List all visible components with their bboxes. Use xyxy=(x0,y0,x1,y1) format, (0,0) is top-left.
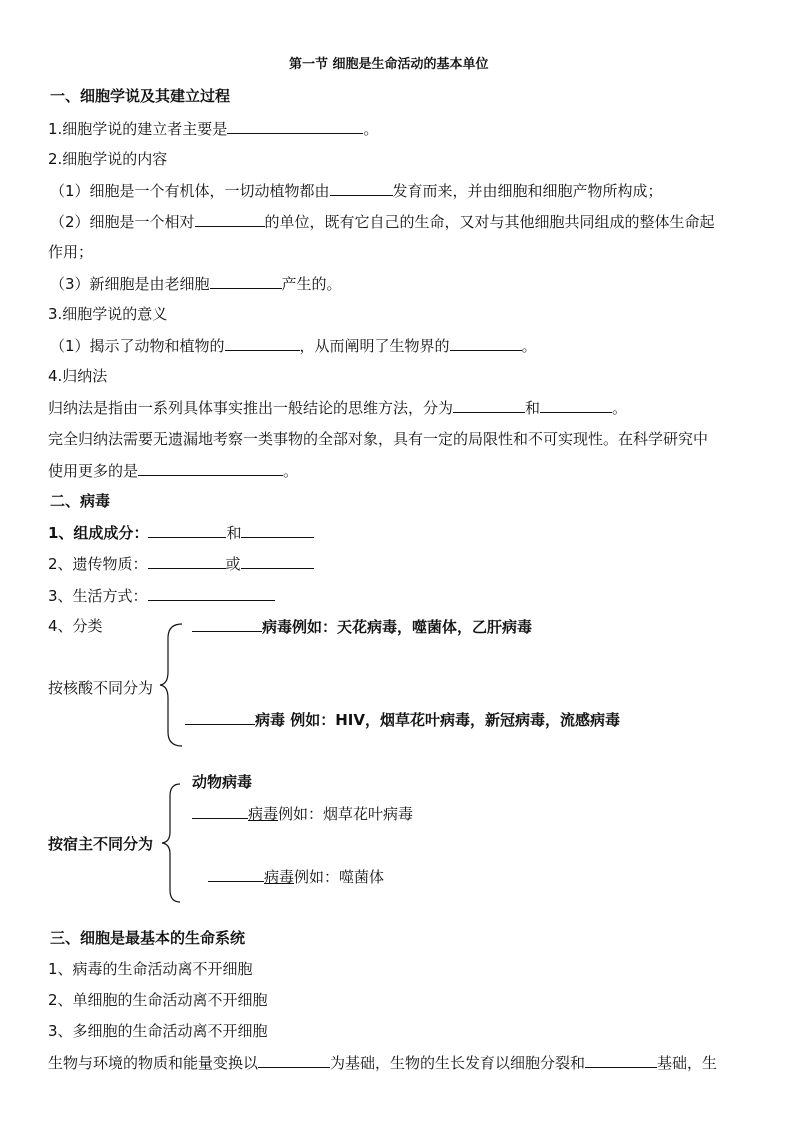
dna-virus-row: 病毒例如：天花病毒，噬菌体，乙肝病毒 xyxy=(192,616,532,637)
question-founders: 1.细胞学说的建立者主要是 。 xyxy=(48,120,379,138)
answer-blank[interactable] xyxy=(208,866,264,882)
answer-blank[interactable] xyxy=(227,118,363,134)
answer-blank[interactable] xyxy=(210,273,282,289)
animal-virus: 动物病毒 xyxy=(192,773,253,791)
classification-nucleic-label: 按核酸不同分为 xyxy=(48,679,154,697)
induction-usage: 使用更多的是 。 xyxy=(48,462,299,480)
classification-host-label: 按宿主不同分为 xyxy=(48,835,154,853)
life-item-3: 3、多细胞的生命活动离不开细胞 xyxy=(48,1022,268,1040)
question-induction: 4.归纳法 xyxy=(48,367,108,385)
section-heading-cell-theory: 一、细胞学说及其建立过程 xyxy=(50,87,231,105)
bacteria-virus-row: 病毒例如：噬菌体 xyxy=(208,866,384,887)
answer-blank[interactable] xyxy=(241,553,314,569)
answer-blank[interactable] xyxy=(148,553,226,569)
answer-blank[interactable] xyxy=(192,616,262,632)
content-item-1: （1）细胞是一个有机体，一切动植物都由 发育而来，并由细胞和细胞产物所构成； xyxy=(50,182,663,200)
nucleic-brace xyxy=(158,622,188,748)
induction-definition: 归纳法是指由一系列具体事实推出一般结论的思维方法，分为 和 。 xyxy=(48,399,628,417)
virus-lifestyle: 3、生活方式： xyxy=(48,585,275,606)
virus-genetic-material: 2、遗传物质： 或 xyxy=(48,553,314,574)
page-title: 第一节 细胞是生命活动的基本单位 xyxy=(289,57,489,72)
answer-blank[interactable] xyxy=(192,803,248,819)
question-significance: 3.细胞学说的意义 xyxy=(48,305,168,323)
significance-item-1: （1）揭示了动物和植物的 ，从而阐明了生物界的 。 xyxy=(50,337,537,355)
section-heading-life-system: 三、细胞是最基本的生命系统 xyxy=(50,929,246,947)
life-item-1: 1、病毒的生命活动离不开细胞 xyxy=(48,960,253,978)
answer-blank[interactable] xyxy=(225,335,300,351)
answer-blank[interactable] xyxy=(195,211,265,227)
answer-blank[interactable] xyxy=(241,522,314,538)
virus-composition: 1、组成成分： 和 xyxy=(48,522,314,543)
answer-blank[interactable] xyxy=(148,522,226,538)
section-heading-virus: 二、病毒 xyxy=(50,492,111,510)
answer-blank[interactable] xyxy=(148,585,275,601)
answer-blank[interactable] xyxy=(540,397,612,413)
answer-blank[interactable] xyxy=(258,1052,330,1068)
answer-blank[interactable] xyxy=(450,335,522,351)
question-content: 2.细胞学说的内容 xyxy=(48,150,168,168)
answer-blank[interactable] xyxy=(585,1052,657,1068)
life-item-2: 2、单细胞的生命活动离不开细胞 xyxy=(48,991,268,1009)
content-item-3: （3）新细胞是由老细胞 产生的。 xyxy=(50,275,342,293)
answer-blank[interactable] xyxy=(330,180,393,196)
content-item-2: （2）细胞是一个相对 的单位，既有它自己的生命，又对与其他细胞共同组成的整体生命起 xyxy=(50,213,715,231)
plant-virus-row: 病毒例如：烟草花叶病毒 xyxy=(192,803,413,824)
answer-blank[interactable] xyxy=(138,460,283,476)
answer-blank[interactable] xyxy=(185,709,255,725)
virus-classification: 4、分类 xyxy=(48,617,103,635)
induction-complete: 完全归纳法需要无遗漏地考察一类事物的全部对象，具有一定的局限性和不可实现性。在科学研究中 xyxy=(48,430,709,448)
host-brace xyxy=(160,782,186,904)
life-item-4: 生物与环境的物质和能量变换以 为基础，生物的生长发育以细胞分裂和 基础，生 xyxy=(48,1054,718,1072)
answer-blank[interactable] xyxy=(453,397,525,413)
content-item-2-cont: 作用； xyxy=(48,243,94,261)
rna-virus-row: 病毒 例如：HIV，烟草花叶病毒，新冠病毒，流感病毒 xyxy=(185,709,620,730)
